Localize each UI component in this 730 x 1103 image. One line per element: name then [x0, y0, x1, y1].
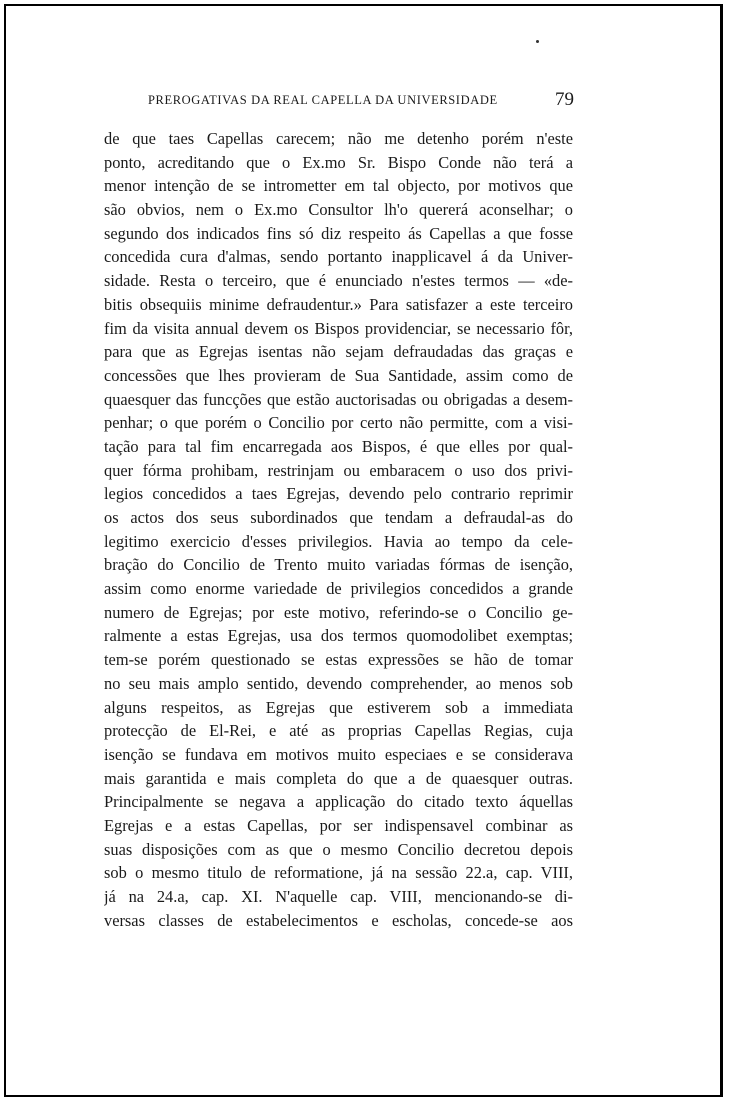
text-line: protecção de El-Rei, e até as proprias Capellas Regias, cuja: [104, 721, 573, 741]
running-title: PREROGATIVAS DA REAL CAPELLA DA UNIVERSIDADE: [148, 93, 498, 107]
text-line: para que as Egrejas isentas não sejam defraudadas das graças e: [104, 342, 573, 362]
print-speck: [536, 40, 539, 43]
text-line: alguns respeitos, as Egrejas que estiverem sob a immediata: [104, 697, 573, 717]
text-line: fim da visita annual devem os Bispos providenciar, se necessario fôr,: [104, 318, 573, 338]
text-line: bitis obsequiis minime defraudentur.» Para satisfazer a este terceiro: [104, 294, 573, 314]
text-line: sidade. Resta o terceiro, que é enunciado n'estes termos — «de-: [104, 271, 573, 291]
text-line: tação para tal fim encarregada aos Bispos, é que elles por qual-: [104, 436, 573, 456]
text-line: menor intenção de se intrometter em tal objecto, por motivos que: [104, 176, 573, 196]
page-header: [148, 89, 574, 113]
text-line: os actos dos seus subordinados que tendam a defraudal-as do: [104, 508, 573, 527]
body-text: [104, 127, 573, 932]
text-line: assim como enorme variedade de privilegios concedidos a grande: [104, 579, 573, 599]
text-line: sob o mesmo titulo de reformatione, já na sessão 22.a, cap. VIII,: [104, 863, 573, 883]
text-line: penhar; o que porém o Concilio por certo não permitte, com a visi-: [104, 413, 573, 433]
text-line: ralmente a estas Egrejas, usa dos termos quomodolibet exemptas;: [104, 626, 573, 646]
text-line: no seu mais amplo sentido, devendo comprehender, ao menos sob: [104, 673, 573, 693]
text-line: de que taes Capellas carecem; não me detenho porém n'este: [104, 129, 573, 148]
text-line: ponto, acreditando que o Ex.mo Sr. Bispo Conde não terá a: [104, 152, 573, 172]
text-line: numero de Egrejas; por este motivo, referindo-se o Concilio ge-: [104, 602, 573, 622]
text-line: Egrejas e a estas Capellas, por ser indispensavel combinar as: [104, 815, 573, 835]
text-line: segundo dos indicados fins só diz respeito ás Capellas a que fosse: [104, 223, 573, 243]
text-line: suas disposições com as que o mesmo Concilio decretou depois: [104, 839, 573, 859]
text-line: concedida cura d'almas, sendo portanto inapplicavel á da Univer-: [104, 247, 573, 267]
text-line: são obvios, nem o Ex.mo Consultor lh'o quererá aconselhar; o: [104, 200, 573, 220]
text-line: isenção se fundava em motivos muito especiaes e se considerava: [104, 744, 573, 764]
text-line: quaesquer das funcções que estão auctorisadas ou obrigadas a desem-: [104, 389, 573, 409]
text-line: quer fórma prohibam, restrinjam ou embaracem o uso dos privi-: [104, 460, 573, 480]
text-line: versas classes de estabelecimentos e escholas, concede-se aos: [104, 910, 573, 930]
text-line: legitimo exercicio d'esses privilegios. Havia ao tempo da cele-: [104, 531, 573, 551]
text-line: mais garantida e mais completa do que a de quaesquer outras.: [104, 768, 573, 788]
text-line: legios concedidos a taes Egrejas, devendo pelo contrario reprimir: [104, 484, 573, 504]
text-line: já na 24.a, cap. XI. N'aquelle cap. VIII, mencionando-se di-: [104, 887, 573, 906]
text-line: tem-se porém questionado se estas expressões se hão de tomar: [104, 650, 573, 670]
text-line: concessões que lhes provieram de Sua Santidade, assim como de: [104, 365, 573, 385]
page-number: 79: [555, 89, 574, 110]
text-line: Principalmente se negava a applicação do citado texto áquellas: [104, 792, 573, 812]
text-line: bração do Concilio de Trento muito variadas fórmas de isenção,: [104, 555, 573, 575]
